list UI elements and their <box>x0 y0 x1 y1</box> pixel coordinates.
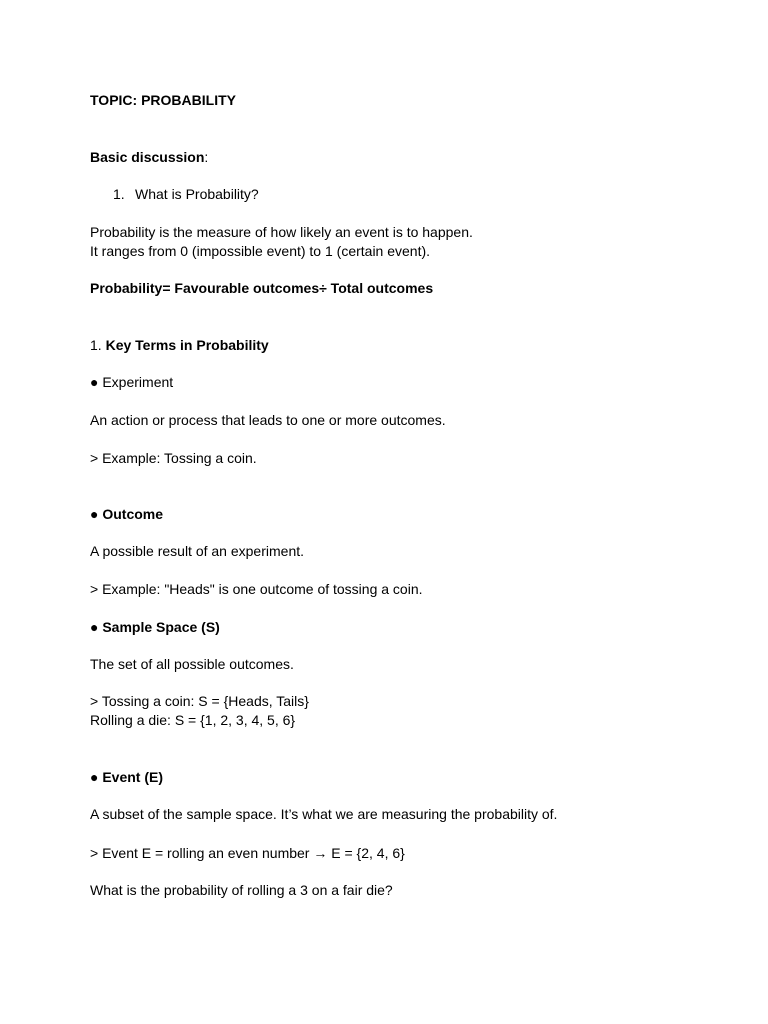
basic-discussion-label: Basic discussion <box>90 149 205 165</box>
list-item-text: What is Probability? <box>135 186 259 202</box>
basic-discussion-heading <box>90 148 208 167</box>
list-number: 1. <box>113 186 125 202</box>
experiment-heading: ● Experiment <box>90 374 174 390</box>
question-list-item <box>113 185 259 204</box>
key-terms-title: Key Terms in Probability <box>105 337 269 353</box>
sample-space-example-1: > Tossing a coin: S = {Heads, Tails} <box>90 693 309 709</box>
key-terms-number: 1. <box>90 337 106 353</box>
experiment-definition: An action or process that leads to one or more outcomes. <box>90 412 446 428</box>
event-example: > Event E = rolling an even number → E = {2, 4, 6} <box>90 845 405 861</box>
question-text: What is the probability of rolling a 3 on a fair die? <box>90 882 393 898</box>
definition-line-1: Probability is the measure of how likely an event is to happen. <box>90 224 473 240</box>
outcome-definition: A possible result of an experiment. <box>90 543 305 559</box>
sample-space-example-2: Rolling a die: S = {1, 2, 3, 4, 5, 6} <box>90 712 296 728</box>
sample-space-definition: The set of all possible outcomes. <box>90 656 294 672</box>
probability-formula: Probability= Favourable outcomes÷ Total outcomes <box>90 280 434 296</box>
event-definition: A subset of the sample space. It’s what we are measuring the probability of. <box>90 806 558 822</box>
key-terms-heading <box>90 336 269 355</box>
outcome-example: > Example: "Heads" is one outcome of tossing a coin. <box>90 581 423 597</box>
experiment-example: > Example: Tossing a coin. <box>90 450 257 466</box>
outcome-heading: ● Outcome <box>90 506 164 522</box>
topic-heading: TOPIC: PROBABILITY <box>90 92 236 108</box>
event-heading: ● Event (E) <box>90 769 164 785</box>
basic-discussion-colon: : <box>204 149 209 165</box>
sample-space-heading: ● Sample Space (S) <box>90 619 220 635</box>
definition-line-2: It ranges from 0 (impossible event) to 1 (certain event). <box>90 243 431 259</box>
